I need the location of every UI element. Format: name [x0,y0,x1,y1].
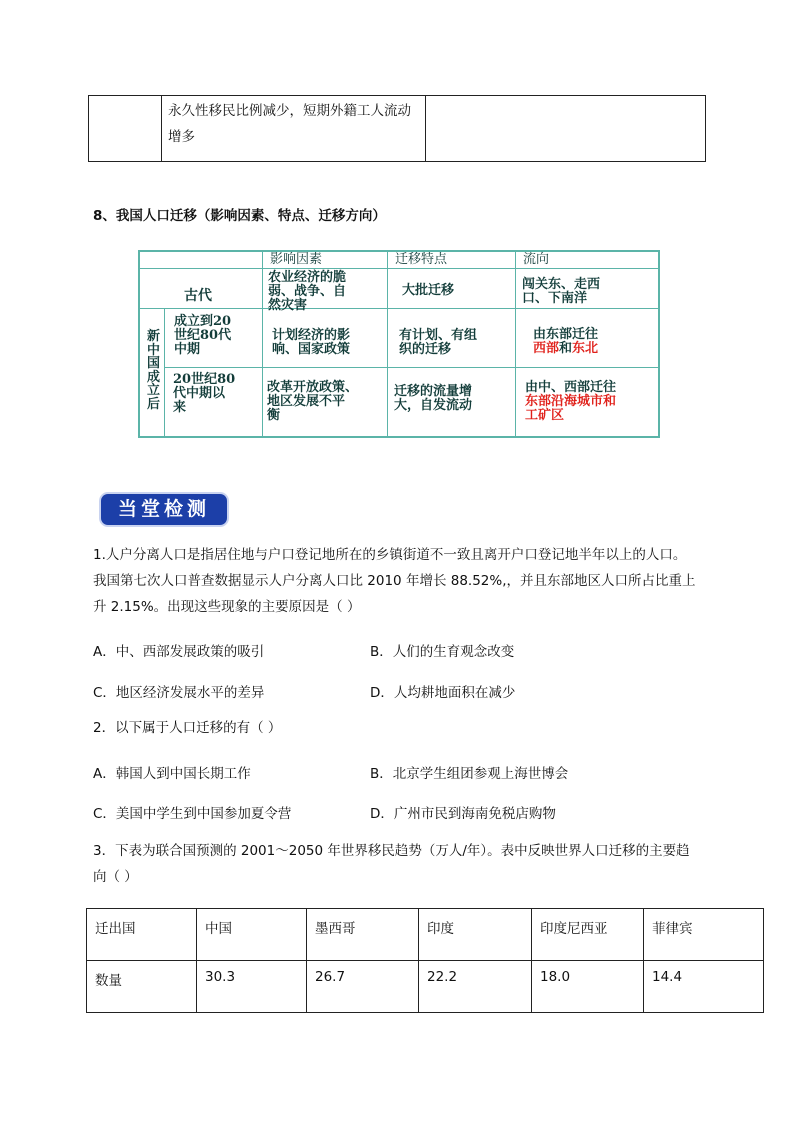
table-row [87,961,764,1013]
continuation-cell-empty [89,96,162,161]
q1-stem-line1: 1.人户分离人口是指居住地与户口登记地所在的乡镇街道不一致且离开户口登记地半年以上的人口。 [93,547,687,563]
period-founding-to-1980s: 成立到20 世纪80代 中期 [174,314,232,357]
features-ancient: 大批迁移 [402,283,455,298]
q3-stem-line1: 3．下表为联合国预测的 2001～2050 年世界移民趋势（万人/年）。表中反映世界人口迁移的主要趋 [93,843,690,859]
header-factors: 影响因素 [270,252,323,267]
factors-since-mid-1980s: 改革开放政策、 地区发展不平 衡 [267,380,359,423]
direction-founding-to-1980s: 由东部迁往 西部和东北 [533,327,599,356]
continuation-text-line2: 增多 [168,129,195,145]
q2-option-a[interactable]: A．韩国人到中国长期工作 [93,766,251,782]
features-since-mid-1980s: 迁移的流量增 大，自发流动 [394,384,473,413]
q1-option-a[interactable]: A．中、西部发展政策的吸引 [93,644,265,660]
table-cell: 中国 [197,909,307,961]
q1-option-b[interactable]: B．人们的生育观念改变 [370,644,515,660]
continuation-cell-empty-right [426,96,705,161]
table-cell: 26.7 [307,961,419,1013]
continuation-text-line1: 永久性移民比例减少，短期外籍工人流动 [168,103,411,119]
features-founding-to-1980s: 有计划、有组 织的迁移 [399,328,478,357]
table-cell: 印度尼西亚 [532,909,644,961]
q2-stem: 2．以下属于人口迁移的有（ ） [93,720,282,736]
table-cell: 30.3 [197,961,307,1013]
migration-summary-table [138,250,660,438]
table-row [87,909,764,961]
table-cell: 迁出国 [87,909,197,961]
table-cell: 14.4 [644,961,764,1013]
table-cell: 18.0 [532,961,644,1013]
q3-stem-line2: 向（ ） [93,869,138,885]
q2-option-d[interactable]: D．广州市民到海南免税店购物 [370,806,556,822]
continuation-cell-text [162,96,426,161]
q1-option-c[interactable]: C．地区经济发展水平的差异 [93,685,265,701]
direction-ancient: 闯关东、走西 口、下南洋 [522,277,601,306]
q2-option-b[interactable]: B．北京学生组团参观上海世博会 [370,766,569,782]
header-direction: 流向 [523,252,550,267]
table-cell: 墨西哥 [307,909,419,961]
continuation-table [88,95,706,162]
section-8-heading: 8、我国人口迁移（影响因素、特点、迁移方向） [93,208,386,224]
table-cell: 印度 [419,909,532,961]
q2-option-c[interactable]: C．美国中学生到中国参加夏令营 [93,806,292,822]
in-class-test-badge: 当堂检测 [101,494,227,525]
period-ancient: 古代 [184,288,212,304]
factors-ancient: 农业经济的脆 弱、战争、自 然灾害 [268,270,347,313]
direction-since-mid-1980s: 由中、西部迁往 东部沿海城市和 工矿区 [525,380,617,423]
q1-stem-line3: 升 2.15%。出现这些现象的主要原因是（ ） [93,599,361,615]
q1-option-d[interactable]: D．人均耕地面积在减少 [370,685,516,701]
period-since-mid-1980s: 20世纪80 代中期以 来 [173,372,236,415]
factors-founding-to-1980s: 计划经济的影 响、国家政策 [272,328,351,357]
table-cell: 菲律宾 [644,909,764,961]
emigration-data-table [86,908,764,1013]
table-cell: 数量 [87,961,197,1013]
header-features: 迁移特点 [395,252,448,267]
q1-stem-line2: 我国第七次人口普查数据显示人户分离人口比 2010 年增长 88.52%,，并且东部地区人口所占比重上 [93,573,696,589]
table-cell: 22.2 [419,961,532,1013]
group-label-after-founding: 新中国成立后 [147,329,161,412]
